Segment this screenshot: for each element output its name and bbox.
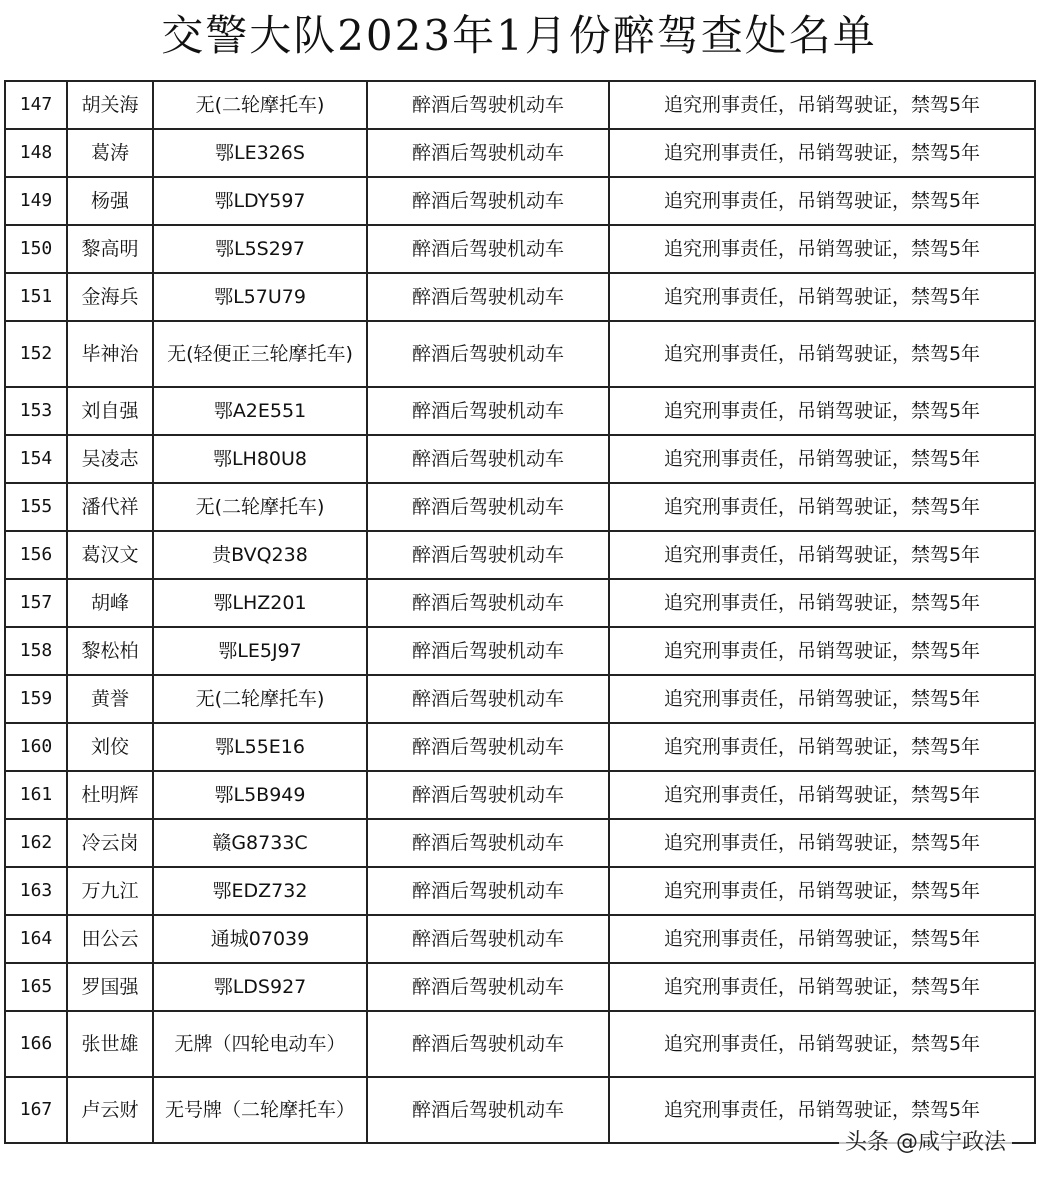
table-row (5, 129, 1035, 177)
table-row (5, 819, 1035, 867)
cell-plate: 无(二轮摩托车) (153, 675, 367, 723)
cell-offense: 醉酒后驾驶机动车 (367, 531, 609, 579)
cell-number: 152 (5, 321, 67, 387)
table-row (5, 225, 1035, 273)
cell-name: 罗国强 (67, 963, 153, 1011)
cell-name: 田公云 (67, 915, 153, 963)
table-row (5, 177, 1035, 225)
cell-number: 158 (5, 627, 67, 675)
cell-penalty: 追究刑事责任，吊销驾驶证，禁驾5年 (609, 867, 1035, 915)
cell-name: 潘代祥 (67, 483, 153, 531)
cell-penalty: 追究刑事责任，吊销驾驶证，禁驾5年 (609, 771, 1035, 819)
cell-offense: 醉酒后驾驶机动车 (367, 321, 609, 387)
page-title: 交警大队2023年1月份醉驾查处名单 (161, 11, 877, 60)
cell-penalty: 追究刑事责任，吊销驾驶证，禁驾5年 (609, 225, 1035, 273)
cell-name: 杨强 (67, 177, 153, 225)
cell-number: 163 (5, 867, 67, 915)
table-row (5, 771, 1035, 819)
cell-number: 167 (5, 1077, 67, 1143)
cell-name: 毕神治 (67, 321, 153, 387)
cell-plate: 鄂LE326S (153, 129, 367, 177)
cell-plate: 无牌（四轮电动车） (153, 1011, 367, 1077)
cell-offense: 醉酒后驾驶机动车 (367, 579, 609, 627)
cell-name: 杜明辉 (67, 771, 153, 819)
cell-plate: 无(二轮摩托车) (153, 483, 367, 531)
cell-offense: 醉酒后驾驶机动车 (367, 483, 609, 531)
cell-penalty: 追究刑事责任，吊销驾驶证，禁驾5年 (609, 129, 1035, 177)
table-row (5, 273, 1035, 321)
cell-number: 166 (5, 1011, 67, 1077)
cell-plate: 通城07039 (153, 915, 367, 963)
table-row (5, 1011, 1035, 1077)
cell-penalty: 追究刑事责任，吊销驾驶证，禁驾5年 (609, 483, 1035, 531)
cell-number: 161 (5, 771, 67, 819)
table-row (5, 915, 1035, 963)
cell-name: 金海兵 (67, 273, 153, 321)
cell-offense: 醉酒后驾驶机动车 (367, 771, 609, 819)
cell-offense: 醉酒后驾驶机动车 (367, 867, 609, 915)
violation-table (4, 80, 1036, 1144)
cell-offense: 醉酒后驾驶机动车 (367, 627, 609, 675)
cell-penalty: 追究刑事责任，吊销驾驶证，禁驾5年 (609, 387, 1035, 435)
table-row (5, 531, 1035, 579)
cell-penalty: 追究刑事责任，吊销驾驶证，禁驾5年 (609, 627, 1035, 675)
cell-offense: 醉酒后驾驶机动车 (367, 1011, 609, 1077)
cell-number: 164 (5, 915, 67, 963)
table-row (5, 435, 1035, 483)
cell-plate: 鄂LE5J97 (153, 627, 367, 675)
cell-number: 160 (5, 723, 67, 771)
cell-plate: 鄂L57U79 (153, 273, 367, 321)
cell-offense: 醉酒后驾驶机动车 (367, 387, 609, 435)
cell-name: 胡关海 (67, 81, 153, 129)
cell-plate: 赣G8733C (153, 819, 367, 867)
table-row (5, 675, 1035, 723)
cell-name: 黎高明 (67, 225, 153, 273)
cell-plate: 鄂LDY597 (153, 177, 367, 225)
cell-penalty: 追究刑事责任，吊销驾驶证，禁驾5年 (609, 81, 1035, 129)
cell-plate: 鄂L55E16 (153, 723, 367, 771)
cell-penalty: 追究刑事责任，吊销驾驶证，禁驾5年 (609, 915, 1035, 963)
cell-offense: 醉酒后驾驶机动车 (367, 273, 609, 321)
cell-number: 148 (5, 129, 67, 177)
cell-number: 150 (5, 225, 67, 273)
cell-offense: 醉酒后驾驶机动车 (367, 435, 609, 483)
table-row (5, 867, 1035, 915)
cell-plate: 无(轻便正三轮摩托车) (153, 321, 367, 387)
cell-plate: 鄂L5B949 (153, 771, 367, 819)
table-row (5, 321, 1035, 387)
cell-number: 156 (5, 531, 67, 579)
cell-offense: 醉酒后驾驶机动车 (367, 81, 609, 129)
cell-name: 万九江 (67, 867, 153, 915)
watermark: 头条 @咸宁政法 (839, 1123, 1012, 1158)
table-row (5, 963, 1035, 1011)
cell-plate: 鄂A2E551 (153, 387, 367, 435)
cell-name: 刘佼 (67, 723, 153, 771)
cell-offense: 醉酒后驾驶机动车 (367, 129, 609, 177)
cell-offense: 醉酒后驾驶机动车 (367, 963, 609, 1011)
cell-name: 冷云岗 (67, 819, 153, 867)
cell-plate: 鄂LHZ201 (153, 579, 367, 627)
cell-penalty: 追究刑事责任，吊销驾驶证，禁驾5年 (609, 531, 1035, 579)
table-row (5, 627, 1035, 675)
cell-plate: 鄂L5S297 (153, 225, 367, 273)
cell-offense: 醉酒后驾驶机动车 (367, 1077, 609, 1143)
cell-name: 葛涛 (67, 129, 153, 177)
cell-name: 刘自强 (67, 387, 153, 435)
cell-plate: 鄂LH80U8 (153, 435, 367, 483)
table-row (5, 579, 1035, 627)
cell-offense: 醉酒后驾驶机动车 (367, 819, 609, 867)
cell-name: 黄誉 (67, 675, 153, 723)
table-row (5, 483, 1035, 531)
cell-number: 153 (5, 387, 67, 435)
cell-penalty: 追究刑事责任，吊销驾驶证，禁驾5年 (609, 819, 1035, 867)
cell-number: 157 (5, 579, 67, 627)
cell-name: 张世雄 (67, 1011, 153, 1077)
table-row (5, 723, 1035, 771)
cell-number: 151 (5, 273, 67, 321)
cell-penalty: 追究刑事责任，吊销驾驶证，禁驾5年 (609, 1077, 1035, 1143)
cell-plate: 无(二轮摩托车) (153, 81, 367, 129)
table-row (5, 81, 1035, 129)
cell-number: 154 (5, 435, 67, 483)
cell-number: 165 (5, 963, 67, 1011)
cell-penalty: 追究刑事责任，吊销驾驶证，禁驾5年 (609, 1011, 1035, 1077)
cell-number: 162 (5, 819, 67, 867)
cell-penalty: 追究刑事责任，吊销驾驶证，禁驾5年 (609, 579, 1035, 627)
cell-number: 147 (5, 81, 67, 129)
cell-name: 黎松柏 (67, 627, 153, 675)
cell-penalty: 追究刑事责任，吊销驾驶证，禁驾5年 (609, 675, 1035, 723)
cell-offense: 醉酒后驾驶机动车 (367, 723, 609, 771)
cell-plate: 鄂EDZ732 (153, 867, 367, 915)
cell-offense: 醉酒后驾驶机动车 (367, 225, 609, 273)
cell-penalty: 追究刑事责任，吊销驾驶证，禁驾5年 (609, 321, 1035, 387)
cell-name: 葛汉文 (67, 531, 153, 579)
cell-name: 吴凌志 (67, 435, 153, 483)
cell-offense: 醉酒后驾驶机动车 (367, 177, 609, 225)
cell-offense: 醉酒后驾驶机动车 (367, 675, 609, 723)
cell-number: 159 (5, 675, 67, 723)
cell-plate: 无号牌（二轮摩托车） (153, 1077, 367, 1143)
cell-number: 149 (5, 177, 67, 225)
cell-penalty: 追究刑事责任，吊销驾驶证，禁驾5年 (609, 435, 1035, 483)
cell-name: 卢云财 (67, 1077, 153, 1143)
cell-plate: 鄂LDS927 (153, 963, 367, 1011)
cell-number: 155 (5, 483, 67, 531)
cell-penalty: 追究刑事责任，吊销驾驶证，禁驾5年 (609, 273, 1035, 321)
table-row (5, 387, 1035, 435)
cell-penalty: 追究刑事责任，吊销驾驶证，禁驾5年 (609, 177, 1035, 225)
cell-plate: 贵BVQ238 (153, 531, 367, 579)
cell-name: 胡峰 (67, 579, 153, 627)
cell-offense: 醉酒后驾驶机动车 (367, 915, 609, 963)
cell-penalty: 追究刑事责任，吊销驾驶证，禁驾5年 (609, 723, 1035, 771)
cell-penalty: 追究刑事责任，吊销驾驶证，禁驾5年 (609, 963, 1035, 1011)
table-body (5, 81, 1035, 1143)
